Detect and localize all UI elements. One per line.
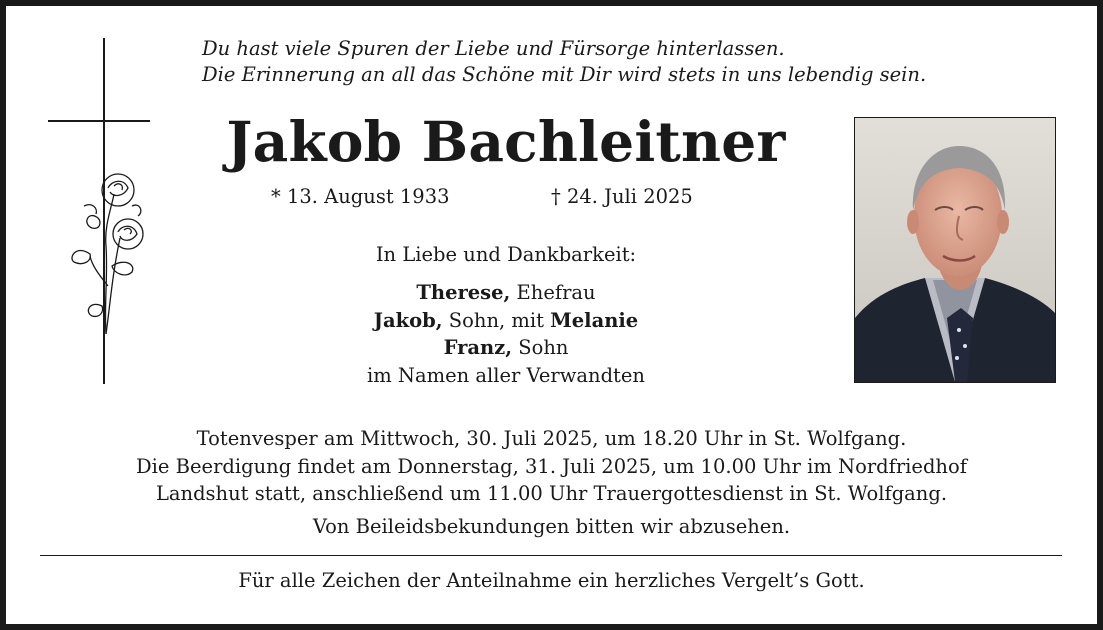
funeral-line: Die Beerdigung findet am Donnerstag, 31. Juli 2025, um 10.00 Uhr im Nordfriedhof (136, 454, 967, 478)
relatives-note: im Namen aller Verwandten (366, 363, 645, 387)
cross-bar (48, 120, 150, 122)
family-member-partner: Melanie (550, 308, 639, 332)
family-member (206, 307, 806, 335)
family-list (206, 279, 806, 389)
motto-line-1: Du hast viele Spuren der Liebe und Fürsorge hinterlassen. (202, 37, 785, 60)
family-member-name: Therese, (416, 281, 511, 304)
family-member (206, 334, 806, 362)
family-member-relation: Ehefrau (510, 281, 596, 304)
motto (202, 36, 1082, 88)
birth-date: * 13. August 1933 (271, 185, 450, 208)
deceased-name: Jakob Bachleitner (226, 109, 786, 174)
service-details (26, 425, 1077, 508)
family-member (206, 279, 806, 307)
condolence-note: Von Beileidsbekundungen bitten wir abzusehen. (312, 515, 791, 538)
family-member-name: Jakob, (373, 308, 443, 332)
roses-icon (62, 166, 152, 338)
motto-line-2: Die Erinnerung an all das Schöne mit Dir wird stets in uns lebendig sein. (202, 63, 927, 86)
gratitude-line: In Liebe und Dankbarkeit: (375, 243, 637, 266)
life-dates (256, 183, 756, 213)
portrait-photo (854, 117, 1056, 383)
family-member-name: Franz, (443, 336, 513, 359)
death-date: † 24. Juli 2025 (551, 185, 693, 208)
vespers-line: Totenvesper am Mittwoch, 30. Juli 2025, um 18.20 Uhr in St. Wolfgang. (196, 427, 907, 450)
family-member-relation: Sohn, mit (442, 308, 551, 332)
closing-thanks: Für alle Zeichen der Anteilnahme ein herzliches Vergelt’s Gott. (238, 569, 865, 592)
mass-line: Landshut statt, anschließend um 11.00 Uhr Trauergottesdienst in St. Wolfgang. (155, 482, 948, 505)
divider (40, 555, 1062, 556)
family-member-relation: Sohn (512, 336, 569, 359)
